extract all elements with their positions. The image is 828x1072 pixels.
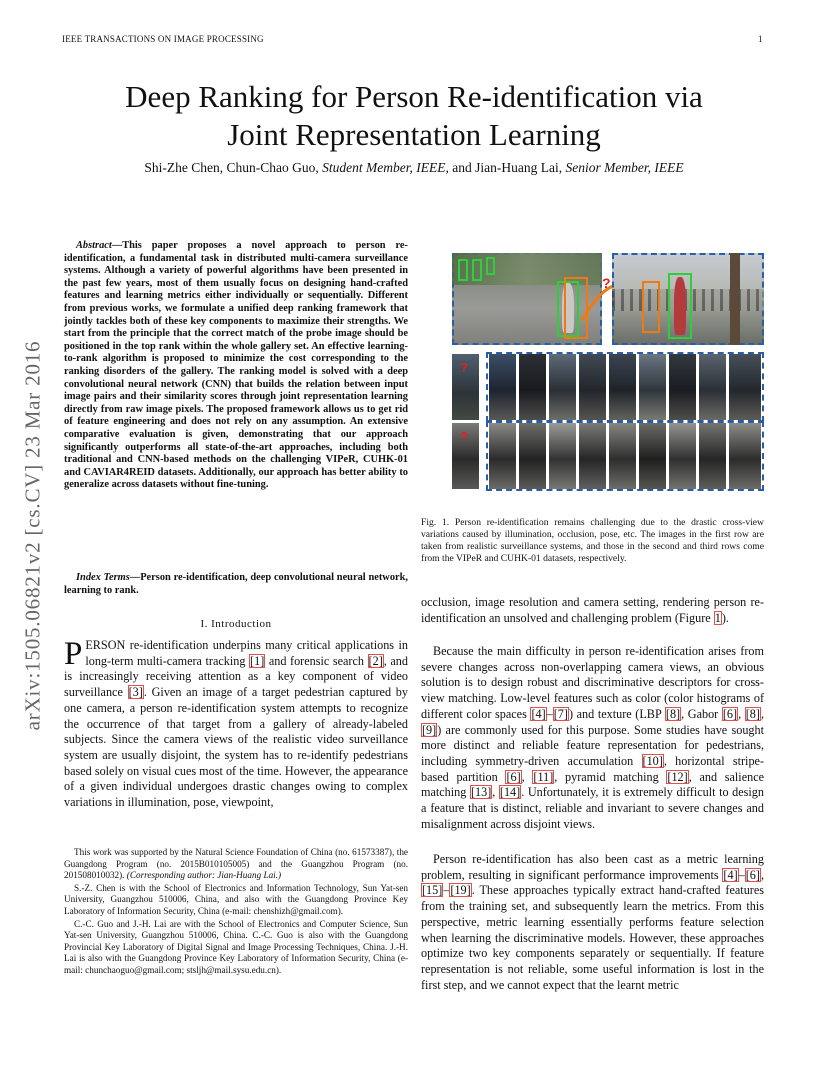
footnote-corresponding: (Corresponding author: Jian-Huang Lai.) xyxy=(126,870,282,881)
gallery-image xyxy=(669,423,696,489)
citation-link[interactable]: [9] xyxy=(422,722,437,737)
index-terms-label: Index Terms xyxy=(76,572,130,583)
text-run: ) and texture (LBP xyxy=(568,706,665,721)
detection-box xyxy=(472,259,482,281)
text-run: Person re-identification has also been cast as a metric learning problem, resulting in significant performance improvements xyxy=(421,852,764,882)
citation-link[interactable]: [4] xyxy=(531,706,546,721)
text-run: ). xyxy=(721,610,729,625)
question-mark: ? xyxy=(460,429,468,444)
figure-1 xyxy=(452,253,764,496)
text-run: , xyxy=(492,785,499,800)
detection-box xyxy=(486,257,495,275)
gallery-image xyxy=(489,423,516,489)
gallery-image xyxy=(639,423,666,489)
citation-link[interactable]: [7] xyxy=(553,706,568,721)
footnote-author-2: C.-C. Guo and J.-H. Lai are with the School of Electronics and Computer Science, Sun Yat-sen University, Guangzhou 510006, China. C.-C. Guo is also with the Guangdong Provincial Key Laboratory of Digital Signal and Image Processing Techniques, China. J.-H. Lai is also with the Guangdong Province Key Laboratory of Information Security, China (e-mail: chunchaoguo@gmail.com; stsljh@mail.sysu.edu.cn). xyxy=(64,918,408,975)
abstract-text: —This paper proposes a novel approach to person re-identification, a fundamental task in distributed multi-camera surveillance systems. Although a variety of powerful algorithms have been presented in the past few years, most of them usually focus on designing hand-crafted features and learning metrics either individually or sequentially. Different from previous works, we formulate a unified deep ranking framework that jointly tackles both of these key components to maximize their strengths. We start from the principle that the correct match of the probe image should be positioned in the top rank within the whole gallery set. An effective learning-to-rank algorithm is proposed to minimize the cost corresponding to the ranking disorders of the gallery. The ranking model is solved with a deep convolutional neural network (CNN) that builds the relation between input image pairs and their similarity scores through joint representation learning directly from raw image pixels. The proposed framework allows us to get rid of feature engineering and does not rely on any assumption. An extensive comparative evaluation is given, demonstrating that our approach significantly outperforms all state-of-the-art approaches, including both traditional and CNN-based methods on the challenging VIPeR, CUHK-01 and CAVIAR4REID datasets. Additionally, our approach has better ability to generalize across datasets without fine-tuning. xyxy=(64,240,408,491)
paragraph-features xyxy=(421,644,764,832)
surveillance-scene-right xyxy=(612,253,764,345)
paragraph-metric-learning xyxy=(421,852,764,993)
title-line-2: Joint Representation Learning xyxy=(227,117,601,152)
authors-role-1: Student Member, IEEE, xyxy=(322,160,449,175)
gallery-image xyxy=(519,354,546,420)
gallery-image xyxy=(609,423,636,489)
gallery-image xyxy=(729,423,761,489)
intro-text-4: . Given an image of a target pedestrian captured by one camera, a person re-identification system attempts to recognize the occurrence of that target from a gallery of already-labeled subjects. Since the camera views of the realistic video surveillance system are usually disjoint, the system has to re-identify pedestrians based solely on visual cues most of the time. However, the appearance of a given individual undergoes drastic changes owing to complex variations in illumination, pose, viewpoint, xyxy=(64,685,408,810)
gallery-image xyxy=(579,423,606,489)
page-number: 1 xyxy=(758,34,763,44)
index-terms-text: —Person re-identification, deep convolutional neural network, learning to rank. xyxy=(64,572,408,596)
citation-link[interactable]: [1] xyxy=(250,653,265,668)
detection-box xyxy=(458,259,468,281)
citation-link[interactable]: [8] xyxy=(665,706,681,721)
text-run: ) are commonly used for this purpose. Some studies have sought more distinct and reliable feature representation for pedestrians, including symmetry-driven accumulation xyxy=(421,722,764,768)
text-run: , xyxy=(760,867,764,882)
gallery-image xyxy=(699,354,726,420)
section-heading-introduction: I. Introduction xyxy=(200,618,272,630)
cuhk-row xyxy=(452,423,764,489)
detection-box xyxy=(668,273,692,339)
citation-link[interactable]: [2] xyxy=(368,653,383,668)
authors-part-1: Shi-Zhe Chen, Chun-Chao Guo, xyxy=(144,160,323,175)
citation-link[interactable]: [11] xyxy=(533,769,554,784)
gallery-image xyxy=(699,423,726,489)
citation-link[interactable]: [4] xyxy=(723,867,738,882)
intro-text-2: and forensic search xyxy=(265,653,368,668)
footnote-funding-text: This work was supported by the Natural Science Foundation of China (no. 61573387), the Guangdong Program (no. 2015B010105005) and the Guangzhou Program (no. 201508010032). xyxy=(64,847,408,881)
text-run: , and salience matching xyxy=(421,769,765,800)
citation-link[interactable]: [12] xyxy=(667,769,688,784)
title-line-1: Deep Ranking for Person Re-identification via xyxy=(125,79,703,114)
citation-link[interactable]: [6] xyxy=(745,867,760,882)
authors-role-2: Senior Member, IEEE xyxy=(565,160,684,175)
citation-link[interactable]: [3] xyxy=(128,685,143,700)
intro-text-1: re-identification underpins many critical applications in long-term multi-camera tracking xyxy=(85,638,408,668)
viper-row xyxy=(452,354,764,420)
gallery-image xyxy=(639,354,666,420)
gallery-image xyxy=(549,354,576,420)
index-terms xyxy=(64,572,408,597)
gallery-image xyxy=(669,354,696,420)
citation-link[interactable]: [14] xyxy=(499,785,521,800)
text-run: , xyxy=(521,769,533,784)
target-box xyxy=(642,281,660,333)
figure-caption: Fig. 1. Person re-identification remains challenging due to the drastic cross-view variations caused by illumination, occlusion, pose, etc. The images in the first row are taken from realistic surveillance systems, and those in the second and third rows come from the VIPeR and CUHK-01 datasets, respectively. xyxy=(421,517,764,564)
text-run: . These approaches typically extract hand-crafted features from the training set, and subsequently learn the metrics. From this perspective, metric learning essentially performs feature selection when learning the discriminative models. However, these approaches optimize two key components separately or sequentially. If feature representation is not reliable, some useful information is lost in the first step, and we cannot expect that the learnt metric xyxy=(421,883,764,992)
gallery-image xyxy=(549,423,576,489)
authors-part-2: and Jian-Huang Lai, xyxy=(448,160,566,175)
text-run: – xyxy=(443,883,450,898)
author-list xyxy=(60,160,768,176)
text-run: , xyxy=(760,706,765,721)
citation-link[interactable]: [6] xyxy=(722,706,738,721)
gallery-image xyxy=(729,354,761,420)
text-run: . Unfortunately, it is extremely difficult to design a feature that is distinct, reliable and invariant to severe changes and misalignment across disjoint views. xyxy=(421,785,764,831)
gallery-image xyxy=(579,354,606,420)
citation-link[interactable]: [19] xyxy=(450,883,471,898)
text-run: occlusion, image resolution and camera setting, rendering person re-identification an unsolved and challenging problem (Figure xyxy=(421,595,764,625)
paragraph-continuation xyxy=(421,595,764,626)
abstract xyxy=(64,240,408,492)
gallery-image xyxy=(519,423,546,489)
citation-link[interactable]: [15] xyxy=(422,883,443,898)
text-run: , horizontal stripe-based partition xyxy=(421,753,765,784)
text-run: – xyxy=(738,867,745,882)
text-run: , xyxy=(738,706,745,721)
intro-text-3: , and is increasingly receiving attention as a key component of video surveillance xyxy=(64,653,408,700)
gallery-image xyxy=(609,354,636,420)
text-run: , Gabor xyxy=(681,706,722,721)
text-run: – xyxy=(546,706,553,721)
running-head: IEEE TRANSACTIONS ON IMAGE PROCESSING xyxy=(62,34,264,44)
figure-link[interactable]: 1 xyxy=(714,610,721,625)
text-run: , pyramid matching xyxy=(554,769,667,784)
question-mark: ? xyxy=(602,275,611,291)
citation-link[interactable]: [13] xyxy=(470,785,492,800)
footnotes xyxy=(64,847,408,978)
footnote-author-1: S.-Z. Chen is with the School of Electronics and Information Technology, Sun Yat-sen University, Guangzhou 510006, China, and also with the Guangdong Province Key Laboratory of Information Security, China (e-mail: chenshizh@gmail.com). xyxy=(64,882,408,916)
text-run: Because the main difficulty in person re-identification arises from severe changes across non-overlapping camera views, an obvious solution is to design robust and discriminative descriptors for cross-view matching. Low-level features such as color (color histograms of different color spaces xyxy=(421,644,764,721)
footnote-funding xyxy=(64,847,408,882)
paper-title xyxy=(60,78,768,154)
citation-link[interactable]: [6] xyxy=(506,769,521,784)
question-mark: ? xyxy=(460,360,468,375)
abstract-label: Abstract xyxy=(76,240,112,251)
citation-link[interactable]: [10] xyxy=(642,753,663,768)
intro-lead: ERSON xyxy=(85,638,126,652)
arxiv-side-stamp xyxy=(8,255,58,815)
gallery-image xyxy=(489,354,516,420)
intro-paragraph xyxy=(64,638,408,811)
citation-link[interactable]: [8] xyxy=(745,706,760,721)
arxiv-id: arXiv:1505.06821v2 [cs.CV] 23 Mar 2016 xyxy=(20,340,45,730)
drop-cap: P xyxy=(64,636,83,672)
